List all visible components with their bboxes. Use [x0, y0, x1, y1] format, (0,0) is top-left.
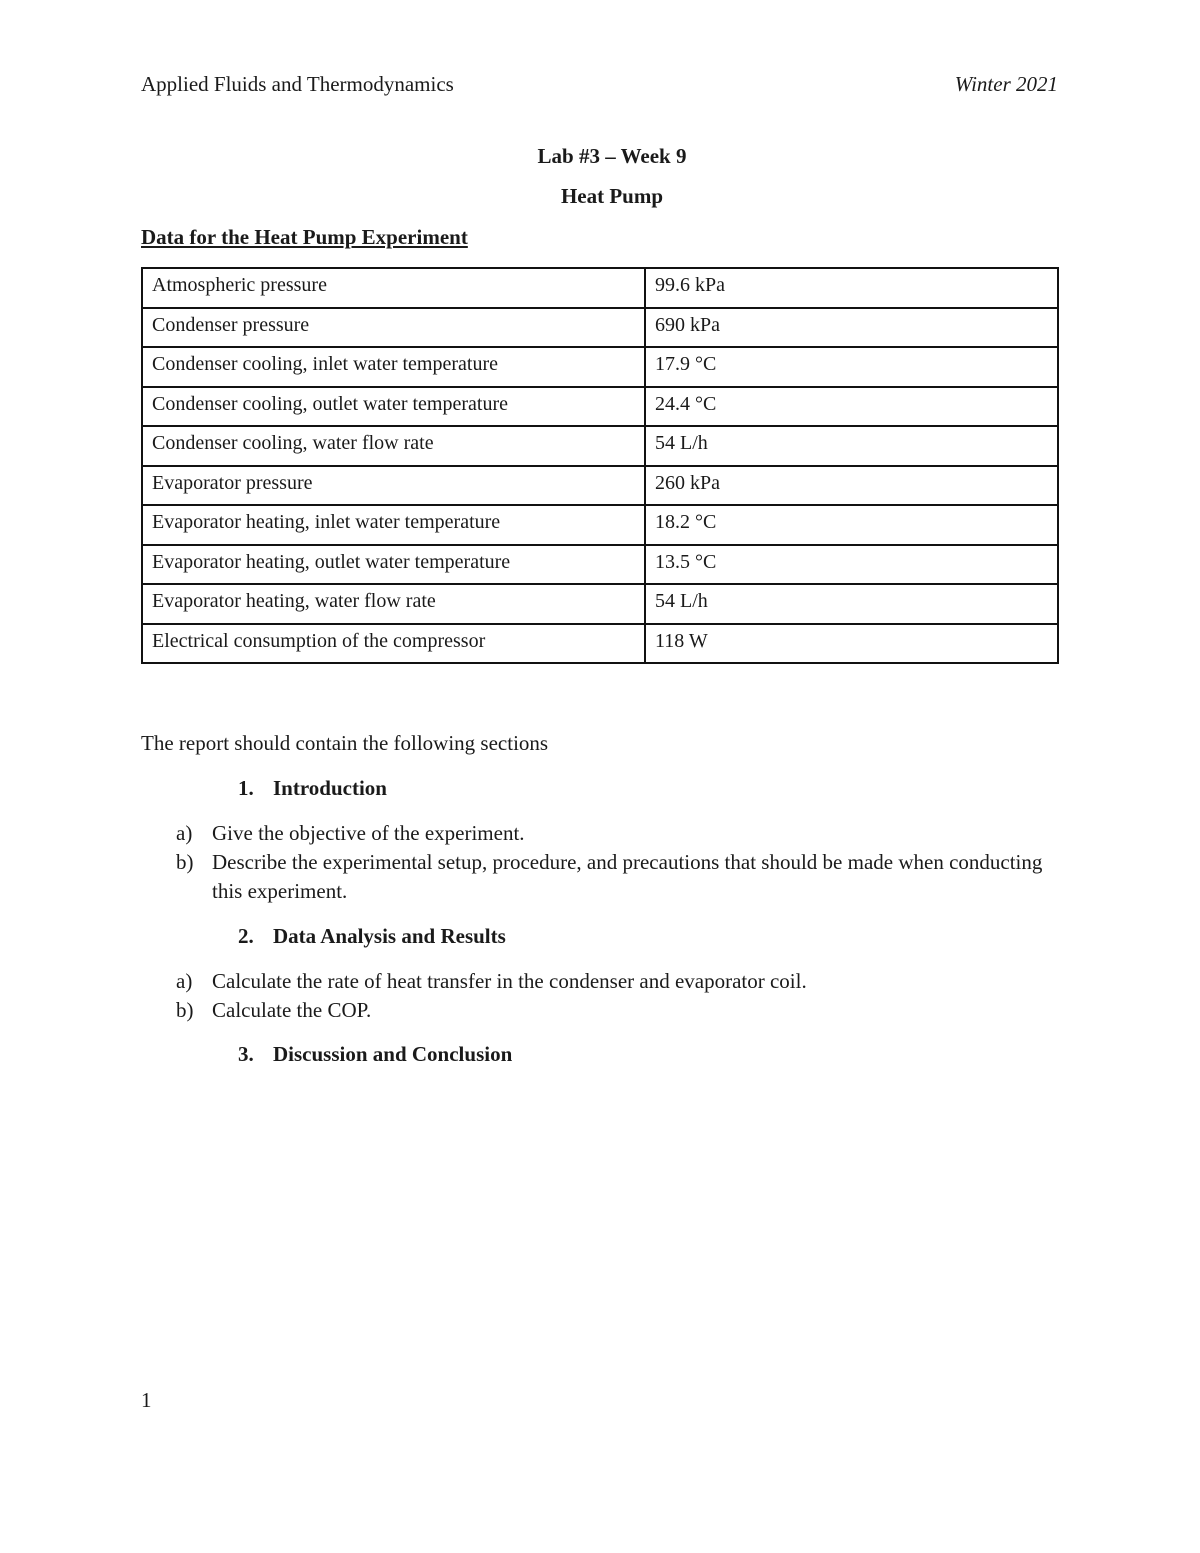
row-value: 690 kPa	[645, 308, 1058, 348]
row-value: 260 kPa	[645, 466, 1058, 506]
row-value: 54 L/h	[645, 426, 1058, 466]
data-heading: Data for the Heat Pump Experiment	[141, 225, 468, 249]
item-text: Give the objective of the experiment.	[212, 821, 525, 845]
table-row	[142, 347, 1058, 387]
list-item	[176, 848, 1056, 906]
section-number: 3.	[238, 1042, 254, 1066]
table-row	[142, 308, 1058, 348]
item-letter: b)	[176, 850, 194, 874]
section-heading-introduction	[238, 776, 387, 801]
row-label: Condenser cooling, outlet water temperature	[142, 387, 645, 427]
term-header: Winter 2021	[954, 72, 1058, 96]
list-item	[176, 996, 1056, 1025]
table-row	[142, 268, 1058, 308]
row-value: 99.6 kPa	[645, 268, 1058, 308]
item-text: Calculate the rate of heat transfer in the condenser and evaporator coil.	[212, 969, 807, 993]
table-row	[142, 466, 1058, 506]
row-value: 24.4 °C	[645, 387, 1058, 427]
row-label: Condenser pressure	[142, 308, 645, 348]
table-row	[142, 624, 1058, 664]
page-number: 1	[141, 1388, 152, 1412]
section-title: Introduction	[273, 776, 387, 800]
item-letter: a)	[176, 969, 193, 993]
table-row	[142, 505, 1058, 545]
section-title: Discussion and Conclusion	[273, 1042, 513, 1066]
list-item	[176, 967, 1056, 996]
table-row	[142, 426, 1058, 466]
row-label: Electrical consumption of the compressor	[142, 624, 645, 664]
item-text: Describe the experimental setup, procedure, and precautions that should be made when conducting this experiment.	[212, 850, 1043, 903]
table-row	[142, 387, 1058, 427]
row-label: Atmospheric pressure	[142, 268, 645, 308]
table-row	[142, 584, 1058, 624]
list-item	[176, 819, 1056, 848]
row-value: 17.9 °C	[645, 347, 1058, 387]
table-row	[142, 545, 1058, 585]
experiment-data-table	[141, 267, 1059, 664]
row-value: 18.2 °C	[645, 505, 1058, 545]
lab-title: Lab #3 – Week 9	[537, 144, 687, 168]
row-value: 13.5 °C	[645, 545, 1058, 585]
row-label: Evaporator heating, outlet water temperature	[142, 545, 645, 585]
section-heading-data-analysis	[238, 924, 506, 949]
section-heading-discussion	[238, 1042, 512, 1067]
row-value: 118 W	[645, 624, 1058, 664]
row-label: Evaporator pressure	[142, 466, 645, 506]
row-label: Evaporator heating, inlet water temperature	[142, 505, 645, 545]
item-letter: b)	[176, 998, 194, 1022]
row-label: Evaporator heating, water flow rate	[142, 584, 645, 624]
row-label: Condenser cooling, water flow rate	[142, 426, 645, 466]
lab-subtitle: Heat Pump	[560, 184, 664, 208]
row-label: Condenser cooling, inlet water temperature	[142, 347, 645, 387]
section-title: Data Analysis and Results	[273, 924, 506, 948]
row-value: 54 L/h	[645, 584, 1058, 624]
course-header: Applied Fluids and Thermodynamics	[141, 72, 454, 96]
report-intro: The report should contain the following sections	[141, 731, 549, 755]
item-letter: a)	[176, 821, 193, 845]
section-number: 2.	[238, 924, 254, 948]
section-number: 1.	[238, 776, 254, 800]
item-text: Calculate the COP.	[212, 998, 372, 1022]
